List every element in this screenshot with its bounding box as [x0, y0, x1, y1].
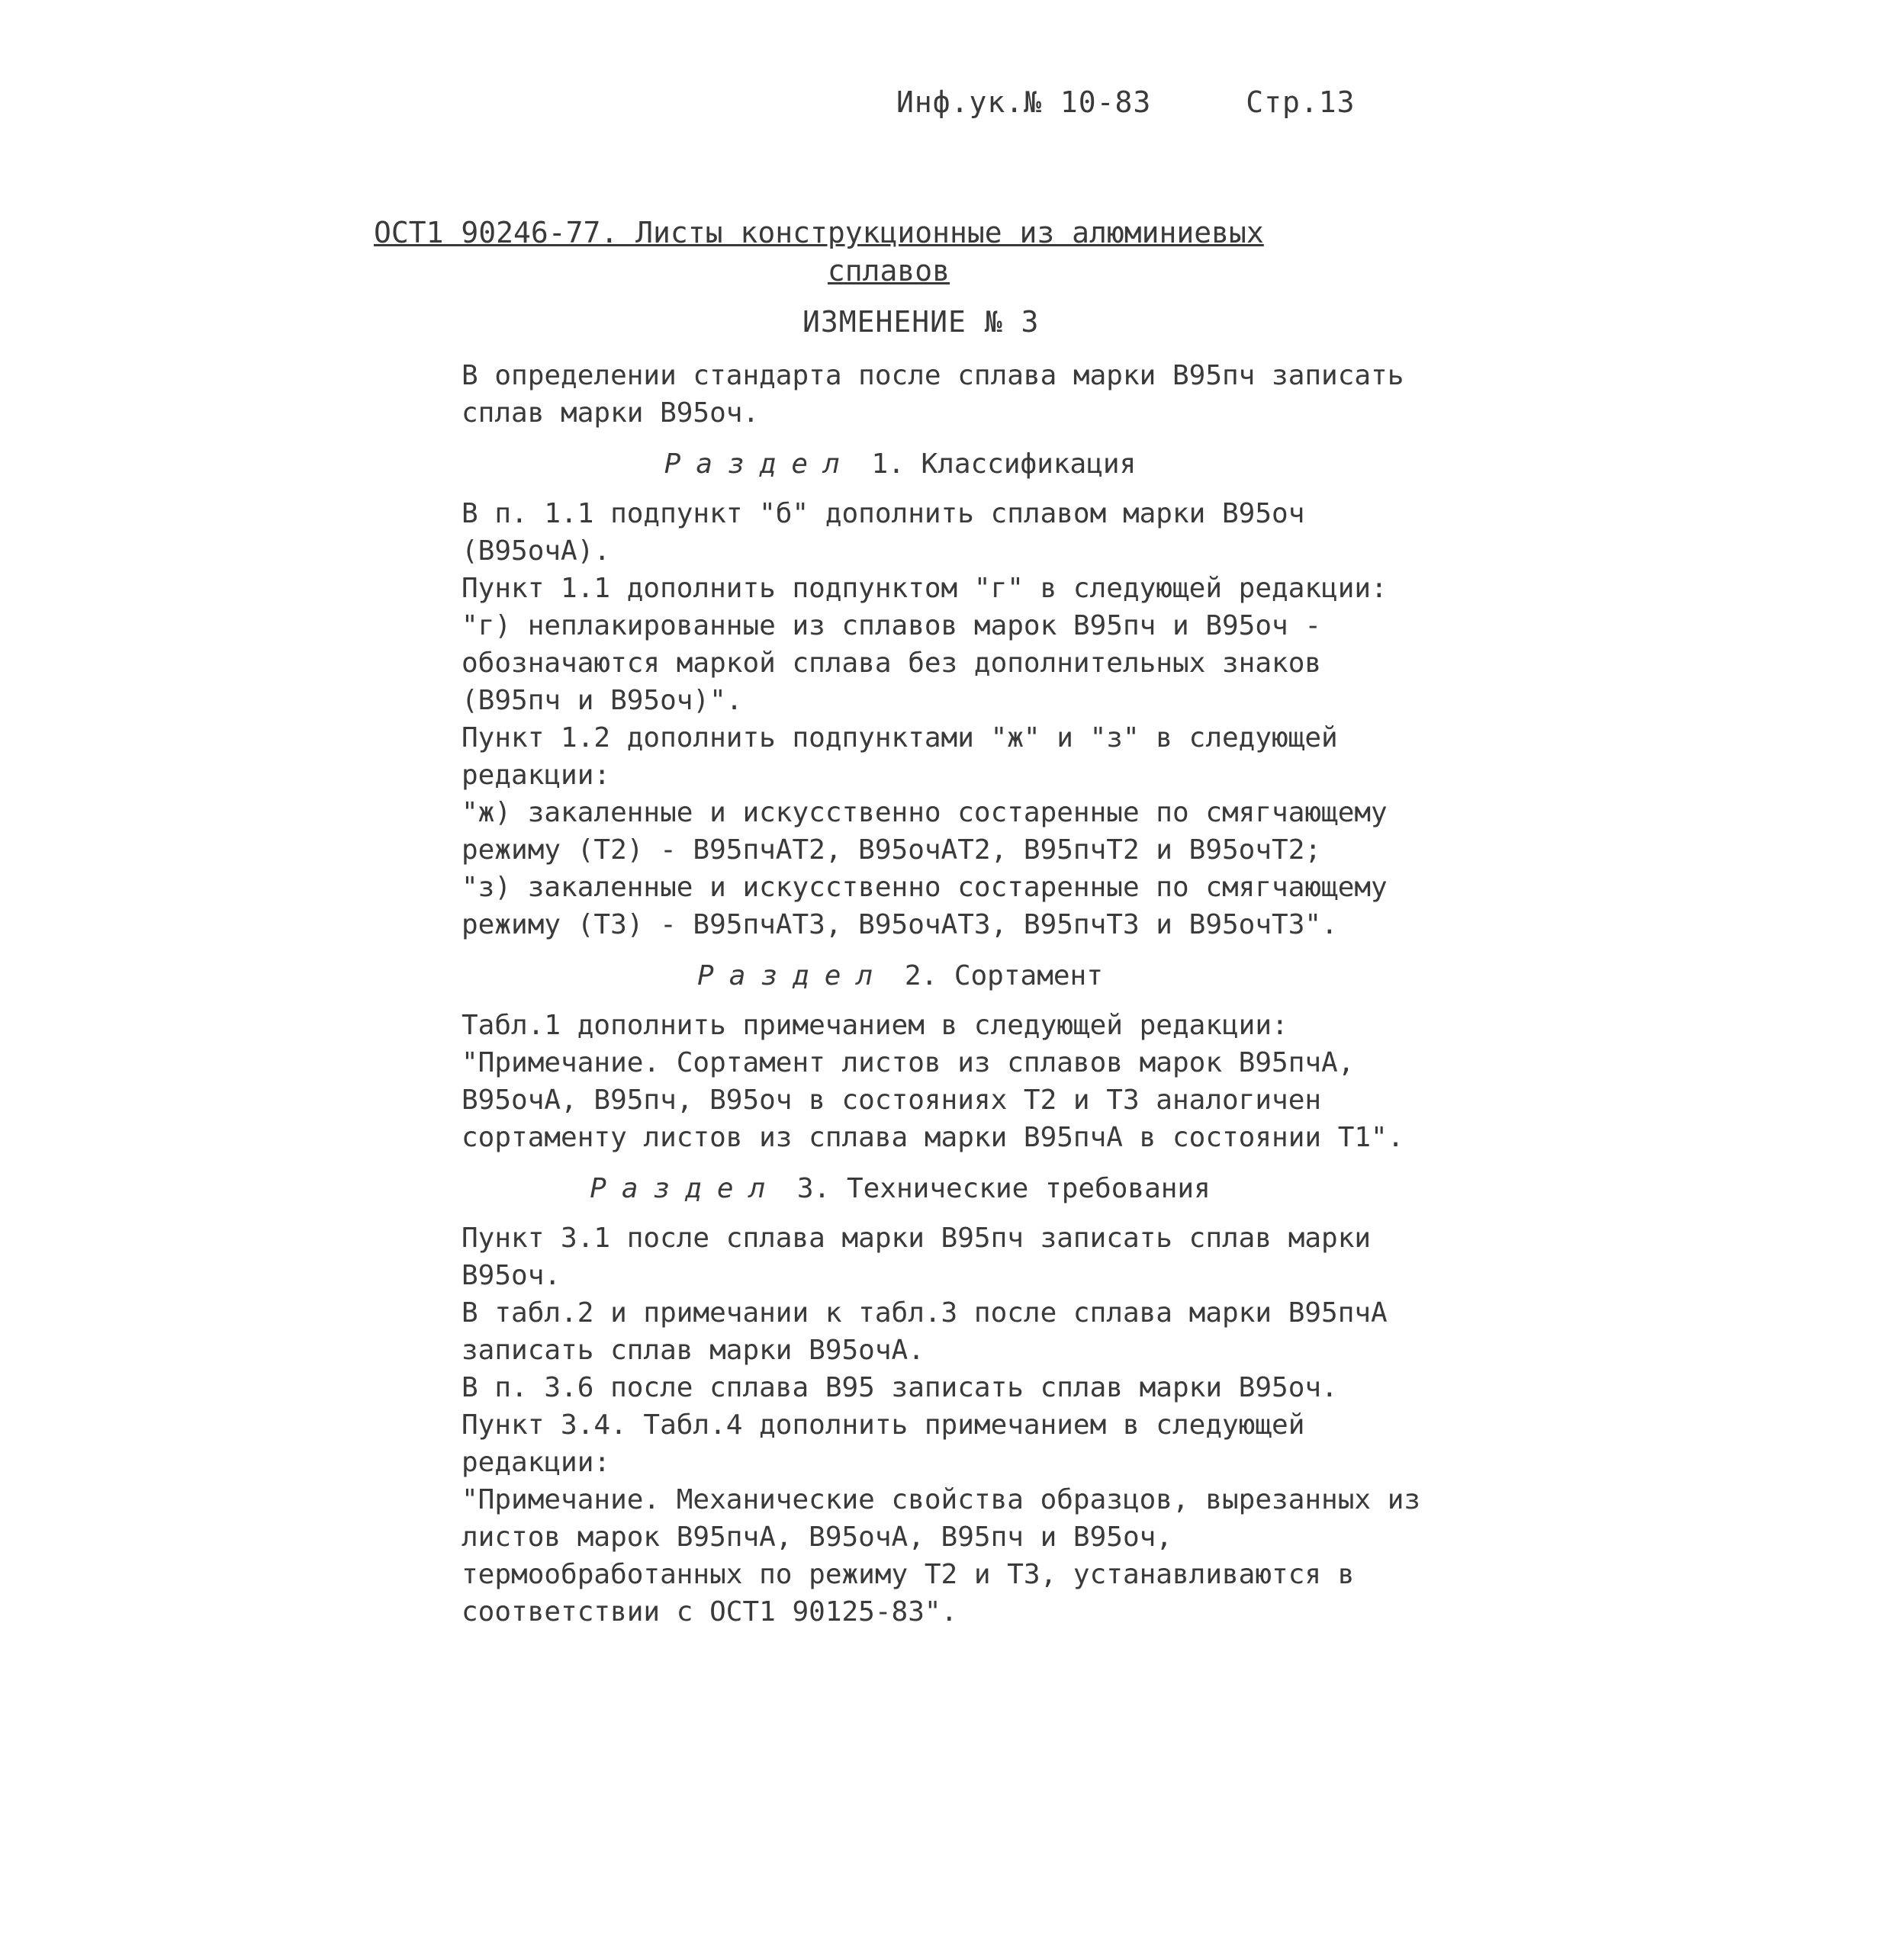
change-heading: ИЗМЕНЕНИЕ № 3: [802, 305, 1040, 339]
document-title: [374, 214, 1365, 290]
paragraph: В п. 1.1 подпункт "б" дополнить сплавом марки В95оч (В95очА).: [462, 498, 1322, 567]
section-1-heading: [374, 445, 1426, 483]
paragraph: Пункт 1.2 дополнить подпунктами "ж" и "з" в следующей редакции:: [462, 722, 1355, 791]
paragraph: "Примечание. Сортамент листов из сплавов марок В95пчА, В95очА, В95пч, В95оч в состояниях Т2 и Т3 аналогичен сортаменту листов из сплава марки В95пчА в состоянии Т1".: [462, 1047, 1404, 1153]
page-header: [896, 85, 1355, 119]
paragraph: Пункт 3.1 после сплава марки В95пч записать сплав марки В95оч.: [462, 1223, 1388, 1291]
paragraph: В табл.2 и примечании к табл.3 после сплава марки В95пчА записать сплав марки В95очА.: [462, 1297, 1404, 1366]
paragraph: Пункт 3.4. Табл.4 дополнить примечанием в следующей редакции:: [462, 1409, 1322, 1478]
paragraph: Пункт 1.1 дополнить подпунктом "г" в следующей редакции:: [462, 573, 1388, 604]
section-3-title: 3. Технические требования: [780, 1173, 1211, 1204]
document-body: [374, 357, 1437, 1631]
paragraph-intro: В определении стандарта после сплава марки В95пч записать сплав марки В95оч.: [462, 360, 1421, 429]
section-3-word: Раздел: [590, 1173, 781, 1204]
title-line-1: ОСТ1 90246-77. Листы конструкционные из алюминиевых: [374, 216, 1264, 249]
paragraph: "з) закаленные и искусственно состаренные по смягчающему режиму (Т3) - В95пчАТ3, В95очАТ3, В95пчТ3 и В95очТ3".: [462, 872, 1404, 940]
paragraph: "Примечание. Механические свойства образцов, вырезанных из листов марок В95пчА, В95очА, В95пч и В95оч, термообработанных по режиму Т2 и Т3, устанавливаются в соответствии с ОСТ1 90125-83".: [462, 1484, 1437, 1628]
section-1-word: Раздел: [664, 448, 855, 480]
section-2-word: Раздел: [697, 960, 889, 991]
page-number: Стр.13: [1246, 85, 1356, 119]
section-1-title: 1. Классификация: [854, 448, 1137, 480]
paragraph: Табл.1 дополнить примечанием в следующей редакции:: [462, 1010, 1288, 1041]
title-line-2: сплавов: [827, 254, 950, 288]
paragraph: В п. 3.6 после сплава В95 записать сплав марки В95оч.: [462, 1372, 1338, 1403]
paragraph: "г) неплакированные из сплавов марок В95пч и В95оч - обозначаются маркой сплава без дополнительных знаков (В95пч и В95оч)".: [462, 610, 1338, 716]
document-reference: Инф.ук.№ 10-83: [896, 85, 1152, 119]
section-2-heading: [374, 957, 1426, 995]
section-2-title: 2. Сортамент: [888, 960, 1103, 991]
section-3-heading: [374, 1170, 1426, 1207]
paragraph: "ж) закаленные и искусственно состаренные по смягчающему режиму (Т2) - В95пчАТ2, В95очАТ2, В95пчТ2 и В95очТ2;: [462, 797, 1404, 866]
